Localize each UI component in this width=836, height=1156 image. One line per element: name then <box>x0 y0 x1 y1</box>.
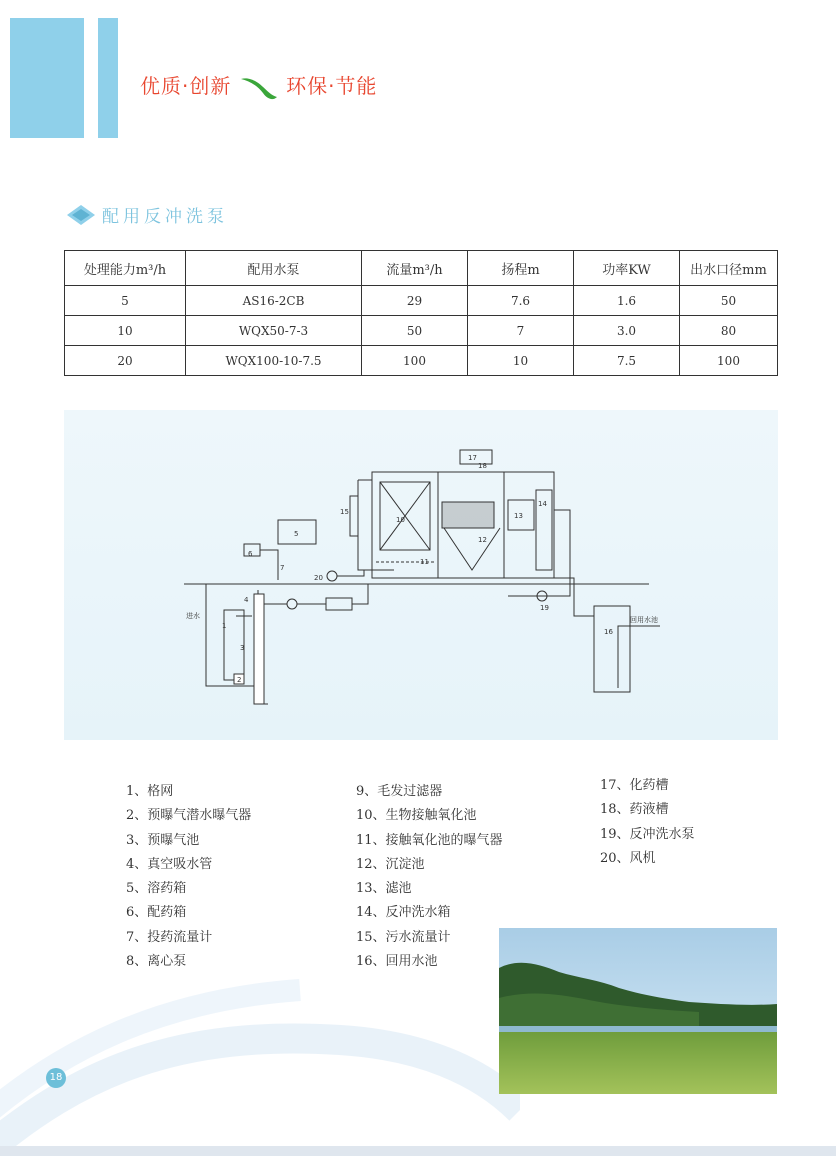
legend-item: 19、反冲洗水泵 <box>600 826 695 842</box>
diagram-label-5: 5 <box>294 530 299 538</box>
table-cell: 7.6 <box>468 286 574 316</box>
diamond-bullet-icon <box>66 204 96 226</box>
legend-item: 7、投药流量计 <box>126 929 213 945</box>
legend-item: 10、生物接触氧化池 <box>356 808 477 824</box>
legend-item: 16、回用水池 <box>356 954 438 970</box>
pump-spec-table <box>64 250 778 376</box>
legend-item: 13、滤池 <box>356 881 412 897</box>
table-cell: 10 <box>65 316 186 346</box>
legend-item: 8、离心泵 <box>126 954 187 970</box>
table-header-cell: 功率KW <box>574 251 680 286</box>
diagram-label-2: 2 <box>237 676 242 684</box>
legend-item: 18、药液槽 <box>600 802 669 818</box>
legend-item: 2、预曝气潜水曝气器 <box>126 808 252 824</box>
page-number: 18 <box>46 1068 66 1088</box>
diagram-label-11: 11 <box>420 558 429 566</box>
diagram-label-inlet: 进水 <box>186 612 200 620</box>
table-cell: AS16-2CB <box>186 286 362 316</box>
header-bar-right <box>98 18 118 138</box>
table-cell: 29 <box>362 286 468 316</box>
table-header-cell: 流量m³/h <box>362 251 468 286</box>
legend-item: 15、污水流量计 <box>356 929 451 945</box>
diagram-label-6: 6 <box>248 550 253 558</box>
table-header-cell: 配用水泵 <box>186 251 362 286</box>
table-cell: 100 <box>362 346 468 376</box>
diagram-label-13: 13 <box>514 512 523 520</box>
diagram-label-12: 12 <box>478 536 487 544</box>
diagram-label-4: 4 <box>244 596 249 604</box>
table-header-cell: 扬程m <box>468 251 574 286</box>
legend-item: 20、风机 <box>600 850 656 866</box>
diagram-label-outlet: 回用水池 <box>630 616 658 624</box>
diagram-label-14: 14 <box>538 500 547 508</box>
diagram-label-16: 16 <box>604 628 613 636</box>
table-cell: 7 <box>468 316 574 346</box>
leaf-swoosh-icon <box>239 75 279 101</box>
legend-item: 14、反冲洗水箱 <box>356 905 451 921</box>
legend-item: 6、配药箱 <box>126 905 187 921</box>
diagram-label-10: 10 <box>396 516 405 524</box>
diagram-label-1: 1 <box>222 622 227 630</box>
diagram-label-18: 18 <box>478 462 487 470</box>
process-flow-diagram <box>64 410 778 740</box>
table-cell: 5 <box>65 286 186 316</box>
legend-item: 3、预曝气池 <box>126 832 200 848</box>
section-title <box>66 202 228 227</box>
header-bar-left <box>10 18 84 138</box>
table-cell: WQX100-10-7.5 <box>186 346 362 376</box>
landscape-photo <box>499 928 777 1094</box>
table-row <box>65 286 778 316</box>
table-header-cell: 出水口径mm <box>680 251 778 286</box>
diagram-label-17: 17 <box>468 454 477 462</box>
legend-column-2 <box>356 780 503 974</box>
table-cell: 20 <box>65 346 186 376</box>
legend-item: 5、溶药箱 <box>126 881 187 897</box>
legend-item: 11、接触氧化池的曝气器 <box>356 832 503 848</box>
table-cell: WQX50-7-3 <box>186 316 362 346</box>
table-row <box>65 316 778 346</box>
table-cell: 10 <box>468 346 574 376</box>
table-cell: 7.5 <box>574 346 680 376</box>
table-header-row <box>65 251 778 286</box>
slogan <box>140 70 377 101</box>
diagram-label-7: 7 <box>280 564 285 572</box>
diagram-label-20: 20 <box>314 574 323 582</box>
legend-column-1 <box>126 780 251 974</box>
table-cell: 3.0 <box>574 316 680 346</box>
legend-item: 4、真空吸水管 <box>126 856 213 872</box>
page-bottom-edge <box>0 1146 836 1156</box>
diagram-label-3: 3 <box>240 644 245 652</box>
table-cell: 1.6 <box>574 286 680 316</box>
slogan-right: 环保·节能 <box>286 74 378 98</box>
section-title-text: 配用反冲洗泵 <box>102 207 228 227</box>
table-cell: 100 <box>680 346 778 376</box>
diagram-label-15: 15 <box>340 508 349 516</box>
legend-column-3 <box>600 774 695 871</box>
legend-item: 9、毛发过滤器 <box>356 784 443 799</box>
legend-item: 17、化药槽 <box>600 778 669 793</box>
diagram-label-19: 19 <box>540 604 549 612</box>
table-cell: 80 <box>680 316 778 346</box>
table-cell: 50 <box>680 286 778 316</box>
table-row <box>65 346 778 376</box>
legend-item: 1、格网 <box>126 784 174 799</box>
table-header-cell: 处理能力m³/h <box>65 251 186 286</box>
table-cell: 50 <box>362 316 468 346</box>
legend-item: 12、沉淀池 <box>356 856 425 872</box>
slogan-left: 优质·创新 <box>140 74 232 98</box>
